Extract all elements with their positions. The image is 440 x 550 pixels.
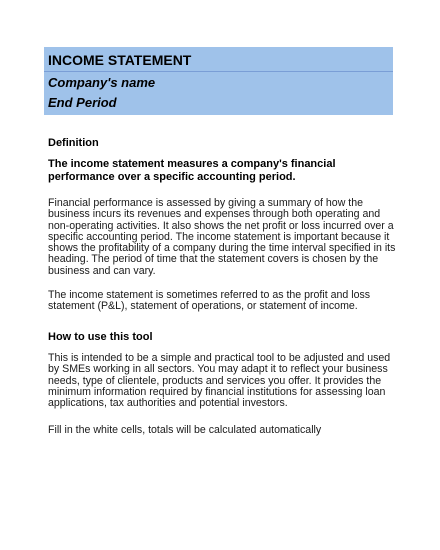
paragraph-line: minimum information required by financial institutions for assessing loan bbox=[48, 385, 386, 398]
lead-line: The income statement measures a company's financial bbox=[48, 158, 336, 170]
paragraph-line: statement (P&L), statement of operations, or statement of income. bbox=[48, 300, 358, 313]
company-name-field[interactable]: Company's name bbox=[48, 75, 156, 90]
definition-heading: Definition bbox=[48, 137, 99, 149]
paragraph-line: shows the profitability of a company during the time interval specified in its bbox=[48, 242, 396, 255]
header-divider bbox=[44, 71, 393, 72]
paragraph-line: Financial performance is assessed by giving a summary of how the bbox=[48, 197, 364, 209]
pl-alias-paragraph bbox=[48, 290, 393, 313]
how-to-use-heading: How to use this tool bbox=[48, 331, 153, 343]
document-title: INCOME STATEMENT bbox=[48, 52, 192, 68]
paragraph-line: The income statement is sometimes referred to as the profit and loss bbox=[48, 289, 371, 301]
paragraph-line: This is intended to be a simple and practical tool to be adjusted and used bbox=[48, 352, 391, 364]
definition-lead bbox=[48, 158, 393, 184]
paragraph-line: non-operating activities. It also shows the net profit or loss incurred over a bbox=[48, 219, 394, 232]
instructions-note bbox=[48, 425, 393, 436]
definition-paragraph bbox=[48, 197, 396, 277]
paragraph-line: applications, tax authorities and potential investors. bbox=[48, 397, 288, 410]
paragraph-line: specific accounting period. The income statement is important because it bbox=[48, 230, 390, 243]
paragraph-line: by SMEs working in all sectors. You may adapt it to reflect your business bbox=[48, 363, 388, 376]
paragraph-line: needs, type of clientele, products and services you offer. It provides the bbox=[48, 374, 382, 387]
paragraph-line: business and can vary. bbox=[48, 264, 156, 277]
lead-line: performance over a specific accounting period. bbox=[48, 171, 296, 183]
paragraph-line: heading. The period of time that the statement covers is chosen by the bbox=[48, 253, 379, 266]
paragraph-line: business incurs its revenues and expenses through both operating and bbox=[48, 208, 381, 221]
paragraph-line: Fill in the white cells, totals will be calculated automatically bbox=[48, 424, 322, 436]
how-to-use-paragraph bbox=[48, 353, 393, 409]
end-period-field[interactable]: End Period bbox=[48, 95, 117, 110]
